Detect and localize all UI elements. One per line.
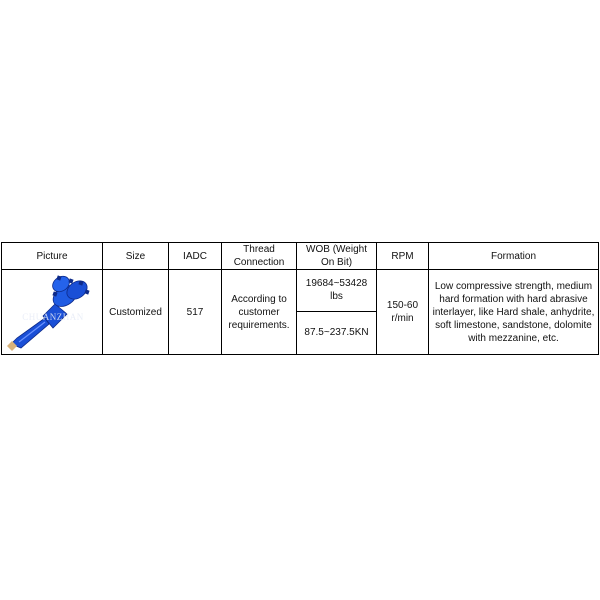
table-header-row xyxy=(2,243,599,270)
rpm-cell: 150-60 r/min xyxy=(377,270,429,355)
header-thread-connection: Thread Connection xyxy=(222,243,297,270)
size-cell: Customized xyxy=(103,270,169,355)
iadc-cell: 517 xyxy=(169,270,222,355)
image-watermark: CHUANZHAN xyxy=(22,312,84,322)
formation-cell: Low compressive strength, medium hard formation with hard abrasive interlayer, like Hard shale, anhydrite, soft limestone, sandstone, dolomite with mezzanine, etc. xyxy=(429,270,599,355)
drill-bit-image xyxy=(5,270,101,354)
header-formation: Formation xyxy=(429,243,599,270)
wob-kn-cell: 87.5~237.5KN xyxy=(297,311,377,354)
wob-lbs-cell: 19684~53428 lbs xyxy=(297,270,377,312)
header-wob: WOB (Weight On Bit) xyxy=(297,243,377,270)
spec-table xyxy=(1,242,599,355)
header-iadc: IADC xyxy=(169,243,222,270)
thread-connection-cell: According to customer requirements. xyxy=(222,270,297,355)
header-rpm: RPM xyxy=(377,243,429,270)
table-row xyxy=(2,270,599,312)
header-picture: Picture xyxy=(2,243,103,270)
picture-cell xyxy=(2,270,103,355)
header-size: Size xyxy=(103,243,169,270)
